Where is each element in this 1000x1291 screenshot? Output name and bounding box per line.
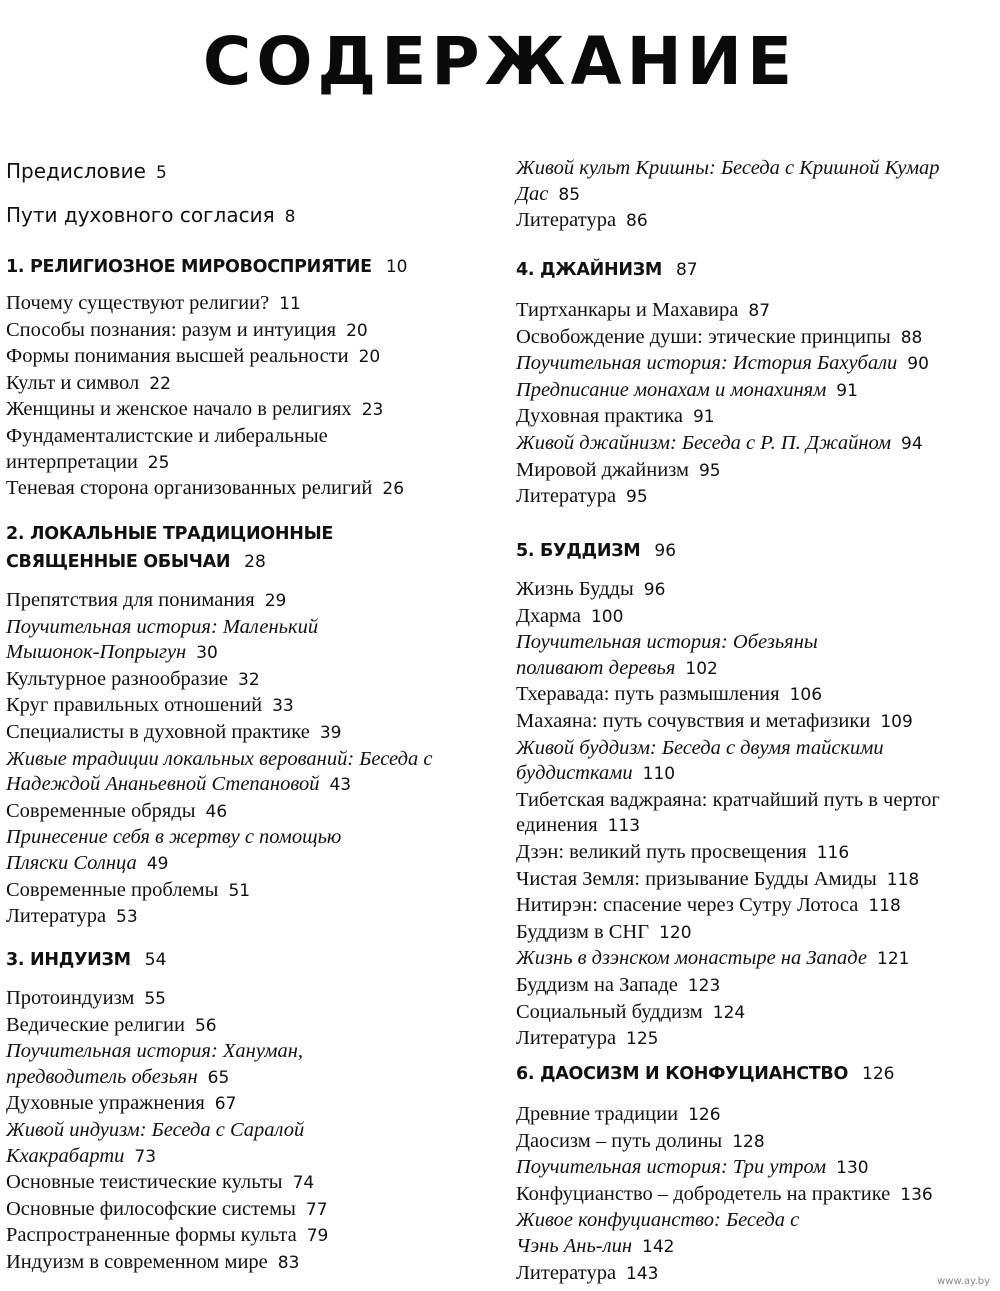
- toc-entry: Жизнь Будды 96: [516, 578, 666, 600]
- chapter-3: [6, 946, 486, 1277]
- toc-entry: Современные обряды 46: [6, 799, 228, 822]
- toc-entry: Основные теистические культы 74: [6, 1171, 315, 1194]
- toc-entry: Живой буддизм: Беседа с двумя тайскими буддистками 110: [516, 736, 884, 785]
- toc-entry: Круг правильных отношений 33: [6, 694, 294, 717]
- toc-entry: Индуизм в современном мире 83: [6, 1250, 300, 1273]
- toc-intro: [6, 150, 486, 238]
- toc-entry: Поучительная история: Обезьяны поливают деревья 102: [516, 631, 818, 679]
- toc-entry: Ведические религии 56: [6, 1013, 217, 1036]
- toc-entry: Даосизм – путь долины 128: [516, 1129, 765, 1152]
- toc-entry: Препятствия для понимания 29: [6, 589, 287, 611]
- toc-entry: Культурное разнообразие 32: [6, 667, 260, 690]
- chapter-heading: 5. БУДДИЗМ 96: [516, 541, 677, 561]
- chapter-2: [6, 520, 486, 931]
- toc-entry: Формы понимания высшей реальности 20: [6, 345, 381, 368]
- toc-entry: Основные философские системы 77: [6, 1197, 328, 1220]
- toc-entry: Тибетская ваджраяна: кратчайший путь в чертог единения 113: [516, 788, 940, 837]
- toc-entry: Способы познания: разум и интуиция 20: [6, 318, 368, 341]
- toc-entry: Поучительная история: Три утром 130: [516, 1156, 869, 1179]
- toc-entry: Нитирэн: спасение через Сутру Лотоса 118: [516, 894, 901, 917]
- toc-entry: Литература 86: [516, 209, 648, 232]
- toc-entry: Поучительная история: Хануман, предводитель обезьян 65: [6, 1040, 304, 1088]
- toc-entry: Жизнь в дзэнском монастыре на Западе 121: [516, 947, 910, 970]
- toc-entry: Чистая Земля: призывание Будды Амиды 118: [516, 867, 920, 890]
- toc-entry: Живые традиции локальных верований: Беседа с Надеждой Ананьевной Степановой 43: [6, 747, 433, 796]
- toc-entry: Поучительная история: Маленький Мышонок-Попрыгун 30: [6, 615, 319, 664]
- chapter-5: [516, 537, 1000, 1053]
- toc-entry: Предписание монахам и монахиням 91: [516, 378, 858, 401]
- chapter-heading: 6. ДАОСИЗМ И КОНФУЦИАНСТВО 126: [516, 1064, 895, 1084]
- chapter-6: [516, 1060, 1000, 1287]
- chapter-1: [6, 253, 486, 503]
- toc-entry: Почему существуют религии? 11: [6, 292, 301, 314]
- toc-entry: Конфуцианство – добродетель на практике 136: [516, 1182, 933, 1205]
- toc-entry: Современные проблемы 51: [6, 878, 251, 901]
- toc-entry: Женщины и женское начало в религиях 23: [6, 398, 384, 421]
- toc-entry: Освобождение души: этические принципы 88: [516, 325, 923, 348]
- chapter-heading: 3. ИНДУИЗМ 54: [6, 950, 167, 970]
- toc-entry: Живой индуизм: Беседа с Саралой Кхакрабарти 73: [6, 1118, 305, 1167]
- watermark: www.ay.by: [937, 1276, 990, 1287]
- toc-entry: Дхарма 100: [516, 604, 624, 627]
- toc-entry: Принесение себя в жертву с помощью Пляски Солнца 49: [6, 826, 342, 874]
- toc-entry: Древние традиции 126: [516, 1103, 721, 1125]
- chapter-heading: 1. РЕЛИГИОЗНОЕ МИРОВОСПРИЯТИЕ 10: [6, 257, 408, 277]
- toc-entry: Теневая сторона организованных религий 26: [6, 477, 405, 500]
- toc-entry: Буддизм в СНГ 120: [516, 920, 692, 943]
- toc-entry: Тхеравада: путь размышления 106: [516, 683, 823, 706]
- toc-entry: Мировой джайнизм 95: [516, 458, 721, 481]
- toc-entry: Специалисты в духовной практике 39: [6, 720, 342, 743]
- chapter-4: [516, 256, 1000, 511]
- toc-entry: Поучительная история: История Бахубали 90: [516, 352, 929, 375]
- toc-entry: Духовная практика 91: [516, 405, 715, 428]
- toc-entry: Махаяна: путь сочувствия и метафизики 109: [516, 709, 913, 732]
- toc-entry: Предисловие 5: [6, 159, 167, 183]
- toc-entry: Живой джайнизм: Беседа с Р. П. Джайном 94: [516, 431, 923, 454]
- toc-entry: Живое конфуцианство: Беседа с Чэнь Ань-лин 142: [516, 1209, 800, 1257]
- chapter-3-continued: [516, 156, 1000, 235]
- toc-entry: Живой культ Кришны: Беседа с Кришной Кумар Дас 85: [516, 157, 940, 205]
- toc-entry: Культ и символ 22: [6, 371, 171, 394]
- toc-entry: Протоиндуизм 55: [6, 987, 166, 1009]
- chapter-heading: 2. ЛОКАЛЬНЫЕ ТРАДИЦИОННЫЕ: [6, 524, 334, 544]
- toc-entry: Духовные упражнения 67: [6, 1092, 237, 1115]
- toc-entry: Дзэн: великий путь просвещения 116: [516, 840, 850, 863]
- page-title: СОДЕРЖАНИЕ: [202, 23, 798, 100]
- toc-entry: Буддизм на Западе 123: [516, 973, 721, 996]
- chapter-heading: 4. ДЖАЙНИЗМ 87: [516, 260, 698, 280]
- toc-entry: Литература 95: [516, 485, 648, 508]
- toc-entry: Литература 143: [516, 1261, 659, 1284]
- toc-entry: Пути духовного согласия 8: [6, 203, 296, 227]
- toc-entry: Социальный буддизм 124: [516, 1000, 746, 1023]
- toc-entry: Фундаменталистские и либеральные интерпретации 25: [6, 424, 328, 473]
- toc-entry: Распространенные формы культа 79: [6, 1224, 329, 1247]
- toc-entry: Литература 125: [516, 1027, 659, 1050]
- toc-entry: Тиртханкары и Махавира 87: [516, 299, 771, 321]
- chapter-heading: СВЯЩЕННЫЕ ОБЫЧАИ 28: [6, 552, 266, 572]
- toc-entry: Литература 53: [6, 905, 138, 928]
